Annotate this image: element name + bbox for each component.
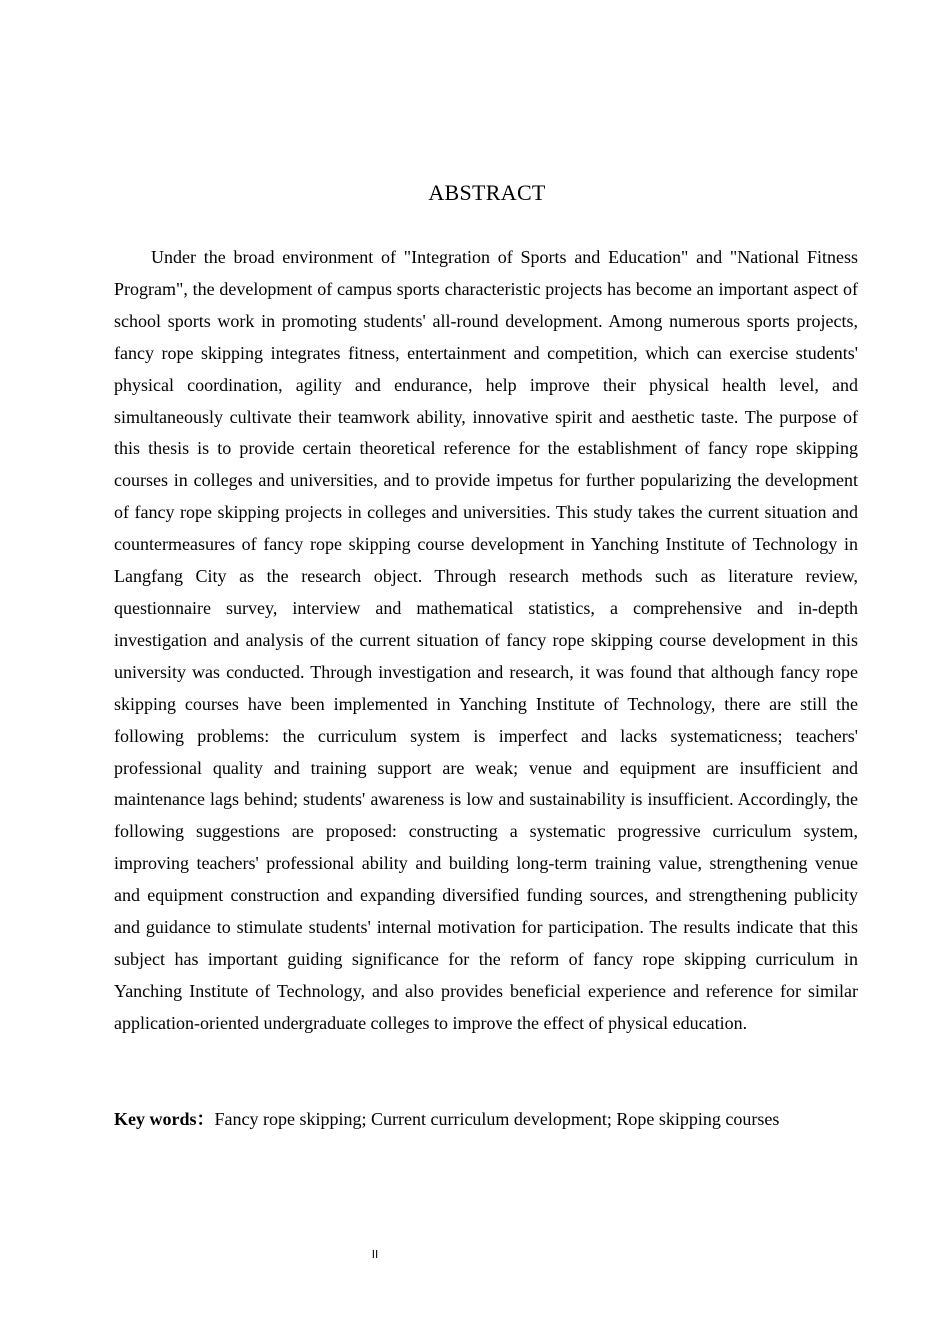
page-number: II xyxy=(371,1248,379,1261)
keywords-text: Fancy rope skipping; Current curriculum development; Rope skipping courses xyxy=(214,1109,780,1129)
keywords-label: Key words： xyxy=(114,1109,215,1129)
keywords-line xyxy=(114,1104,874,1135)
abstract-body: Under the broad environment of "Integration of Sports and Education" and "National Fitness Program", the development of campus sports characteristic projects has become an important aspect of school sports work in promoting students' all-round development. Among numerous sports projects, fancy rope skipping integrates fitness, entertainment and competition, which can exercise students' physical coordination, agility and endurance, help improve their physical health level, and simultaneously cultivate their teamwork ability, innovative spirit and aesthetic taste. The purpose of this thesis is to provide certain theoretical reference for the establishment of fancy rope skipping courses in colleges and universities, and to provide impetus for further popularizing the development of fancy rope skipping projects in colleges and universities. This study takes the current situation and countermeasures of fancy rope skipping course development in Yanching Institute of Technology in Langfang City as the research object. Through research methods such as literature review, questionnaire survey, interview and mathematical statistics, a comprehensive and in-depth investigation and analysis of the current situation of fancy rope skipping course development in this university was conducted. Through investigation and research, it was found that although fancy rope skipping courses have been implemented in Yanching Institute of Technology, there are still the following problems: the curriculum system is imperfect and lacks systematicness; teachers' professional quality and training support are weak; venue and equipment are insufficient and maintenance lags behind; students' awareness is low and sustainability is insufficient. Accordingly, the following suggestions are proposed: constructing a systematic progressive curriculum system, improving teachers' professional ability and building long-term training value, strengthening venue and equipment construction and expanding diversified funding sources, and strengthening publicity and guidance to stimulate students' internal motivation for participation. The results indicate that this subject has important guiding significance for the reform of fancy rope skipping curriculum in Yanching Institute of Technology, and also provides beneficial experience and reference for similar application-oriented undergraduate colleges to improve the effect of physical education. xyxy=(114,247,858,1033)
abstract-title: ABSTRACT xyxy=(428,180,546,205)
